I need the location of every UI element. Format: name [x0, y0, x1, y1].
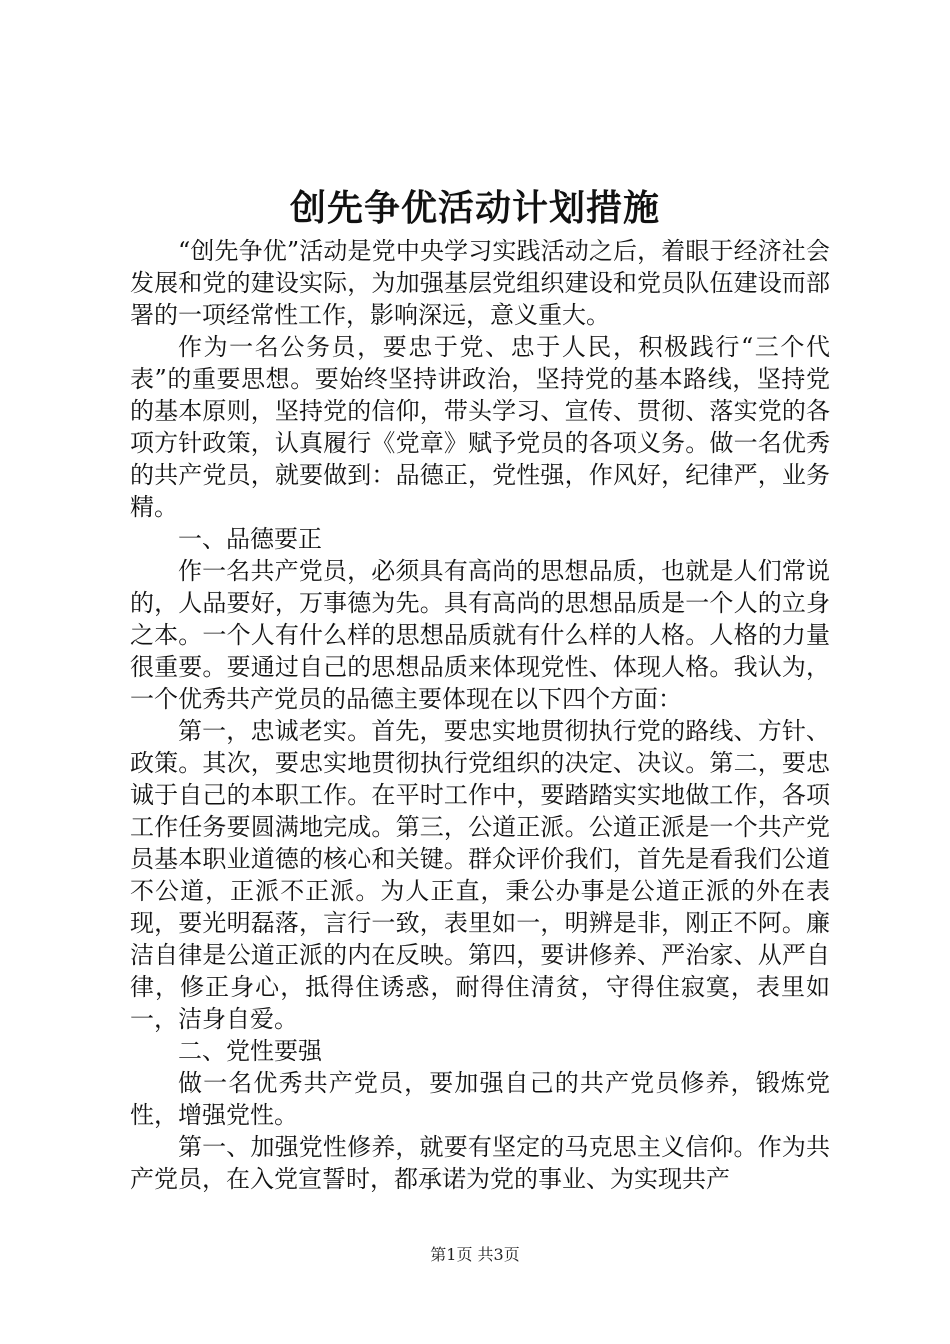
paragraph-party-spirit-first: 第一、加强党性修养，就要有坚定的马克思主义信仰。作为共产党员，在入党宣誓时，都承诺为党的事业、为实现共产 — [130, 1133, 830, 1193]
paragraph-intro: “创先争优”活动是党中央学习实践活动之后，着眼于经济社会发展和党的建设实际，为加强基层党组织建设和党员队伍建设而部署的一项经常性工作，影响深远，意义重大。 — [130, 237, 830, 329]
document-body — [130, 235, 830, 1195]
paragraph-morality-intro: 作一名共产党员，必须具有高尚的思想品质，也就是人们常说的，人品要好，万事德为先。具有高尚的思想品质是一个人的立身之本。一个人有什么样的思想品质就有什么样的人格。人格的力量很重要。要通过自己的思想品质来体现党性、体现人格。我认为，一个优秀共产党员的品德主要体现在以下四个方面： — [130, 557, 830, 713]
section-heading-party-spirit: 二、党性要强 — [178, 1037, 322, 1065]
paragraph-party-spirit-intro: 做一名优秀共产党员，要加强自己的共产党员修养，锻炼党性，增强党性。 — [130, 1069, 830, 1129]
section-heading-morality: 一、品德要正 — [178, 525, 322, 553]
document-title: 创先争优活动计划措施 — [289, 187, 660, 229]
paragraph-civil-servant: 作为一名公务员，要忠于党、忠于人民，积极践行“三个代表”的重要思想。要始终坚持讲政治，坚持党的基本路线，坚持党的基本原则，坚持党的信仰，带头学习、宣传、贯彻、落实党的各项方针政策，认真履行《党章》赋予党员的各项义务。做一名优秀的共产党员，就要做到：品德正，党性强，作风好，纪律严，业务精。 — [130, 333, 830, 521]
paragraph-morality-points: 第一，忠诚老实。首先，要忠实地贯彻执行党的路线、方针、政策。其次，要忠实地贯彻执行党组织的决定、决议。第二，要忠诚于自己的本职工作。在平时工作中，要踏踏实实地做工作，各项工作任务要圆满地完成。第三，公道正派。公道正派是一个共产党员基本职业道德的核心和关键。群众评价我们，首先是看我们公道不公道，正派不正派。为人正直，秉公办事是公道正派的外在表现，要光明磊落，言行一致，表里如一，明辨是非，刚正不阿。廉洁自律是公道正派的内在反映。第四，要讲修养、严治家、从严自律，修正身心，抵得住诱惑，耐得住清贫，守得住寂寞，表里如一，洁身自爱。 — [130, 717, 830, 1033]
page-number-footer: 第1页 共3页 — [430, 1245, 520, 1264]
